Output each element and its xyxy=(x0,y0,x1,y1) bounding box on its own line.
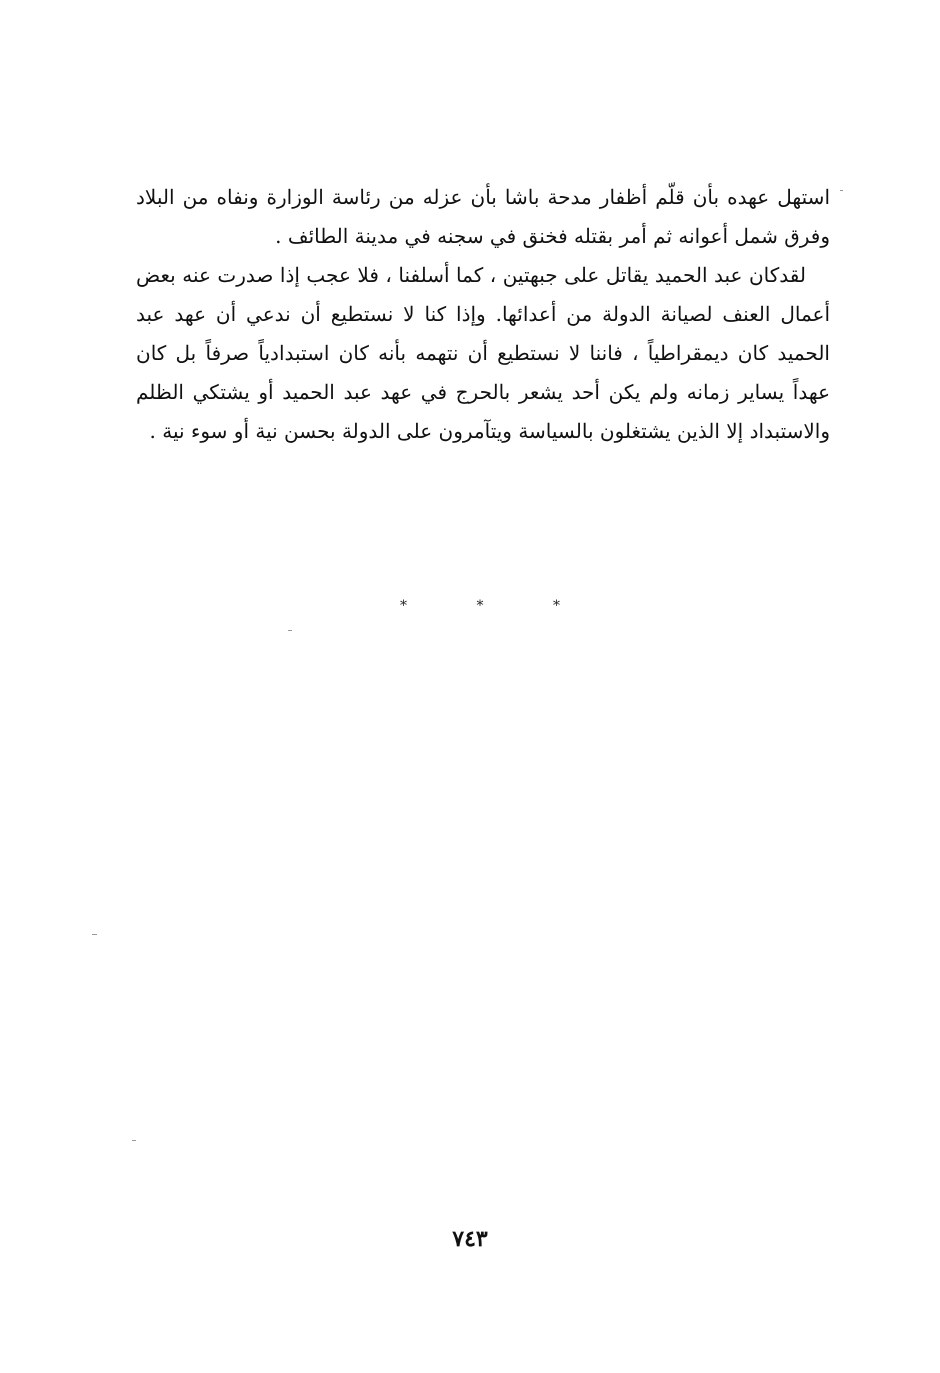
scan-speck xyxy=(132,1140,136,1141)
separator-star: * xyxy=(476,598,484,614)
separator-star: * xyxy=(553,598,560,614)
paragraph-2: لقدكان عبد الحميد يقاتل على جبهتين ، كما أسلفنا ، فلا عجب إذا صدرت عنه بعض أعمال العنف لصيانة الدولة من أعدائها. وإذا كنا لا نستطيع أن ندعي أن عهد عبد الحميد كان ديمقراطياً ، فاننا لا نستطيع أن نتهمه بأنه كان استبدادياً صرفاً بل كان عهداً يساير زمانه ولم يكن أحد يشعر بالحرج في عهد عبد الحميد أو يشتكي الظلم والاستبداد إلا الذين يشتغلون بالسياسة ويتآمرون على الدولة بحسن نية أو سوء نية . xyxy=(136,263,830,443)
scan-speck xyxy=(840,190,843,191)
scan-speck xyxy=(288,630,292,631)
section-separator xyxy=(400,598,560,614)
separator-star: * xyxy=(400,598,407,614)
page-number: ٧٤٣ xyxy=(452,1226,488,1252)
paragraph-1: استهل عهده بأن قلّم أظفار مدحة باشا بأن عزله من رئاسة الوزارة ونفاه من البلاد وفرق شمل أعوانه ثم أمر بقتله فخنق في سجنه في مدينة الطائف . xyxy=(136,185,830,248)
scan-speck xyxy=(92,934,97,935)
body-text xyxy=(136,178,830,451)
